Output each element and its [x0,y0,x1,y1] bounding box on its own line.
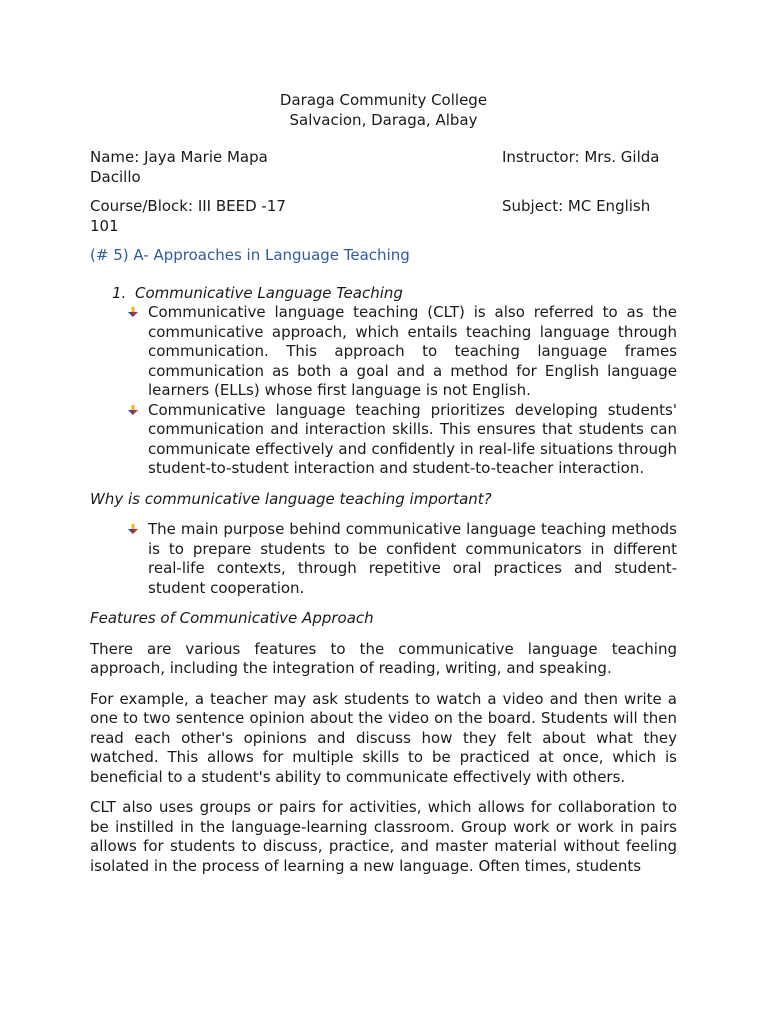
course-block [90,197,502,236]
section-number: 1. [112,283,127,302]
bullet-text: Communicative language teaching prioritizes developing students' communication and interaction skills. This ensures that students can communicate effectively and confidently in real-life situations through student-to-student interaction and student-to-teacher interaction. [148,400,677,477]
bullet-arrow-icon [127,306,139,318]
student-name-line2: Dacillo [90,167,141,186]
college-address: Salvacion, Daraga, Albay [289,110,478,129]
course-subject-row [90,197,677,236]
why-heading: Why is communicative language teaching important? [90,489,492,508]
student-name-line1: Name: Jaya Marie Mapa [90,148,268,166]
document-page [90,91,677,887]
subject-name: Subject: MC English [502,197,651,215]
section-title [112,284,677,304]
name-instructor-row [90,148,677,187]
course-block-line2: 101 [90,216,119,235]
student-name [90,148,502,187]
body-paragraph: For example, a teacher may ask students to watch a video and then write a one to two sentence opinion about the video on the board. Students will then read each other's opinions and discuss how they felt about what they watched. This allows for multiple skills to be practiced at once, which is beneficial to a student's ability to communicate effectively with others. [90,689,677,786]
topic-heading: (# 5) A- Approaches in Language Teaching [90,246,410,264]
bullet-text: Communicative language teaching (CLT) is also referred to as the communicative approach, which entails teaching language through communication. This approach to teaching language frames communication as both a goal and a method for English language learners (ELLs) whose first language is not English. [148,303,677,399]
course-block-line1: Course/Block: III BEED -17 [90,197,286,215]
bullet-text: The main purpose behind communicative language teaching methods is to prepare students to be confident communicators in different real-life contexts, through repetitive oral practices and student-student cooperation. [148,520,677,597]
list-item [90,303,677,401]
instructor-name: Instructor: Mrs. Gilda [502,148,660,166]
college-name: Daraga Community College [279,91,488,109]
bullet-arrow-icon [127,404,139,416]
list-item [90,520,677,598]
list-item [90,401,677,479]
document-header [90,91,677,130]
body-paragraph: CLT also uses groups or pairs for activities, which allows for collaboration to be instilled in the language-learning classroom. Group work or work in pairs allows for students to discuss, practice, and master material without feeling isolated in the process of learning a new language. Often times, students [90,798,677,875]
why-bullet-list [90,520,677,598]
section-bullet-list [90,303,677,479]
body-paragraph: There are various features to the communicative language teaching approach, including the integration of reading, writing, and speaking. [90,639,677,677]
bullet-arrow-icon [127,523,139,535]
section-title-text: Communicative Language Teaching [135,283,403,302]
features-heading: Features of Communicative Approach [90,609,374,627]
